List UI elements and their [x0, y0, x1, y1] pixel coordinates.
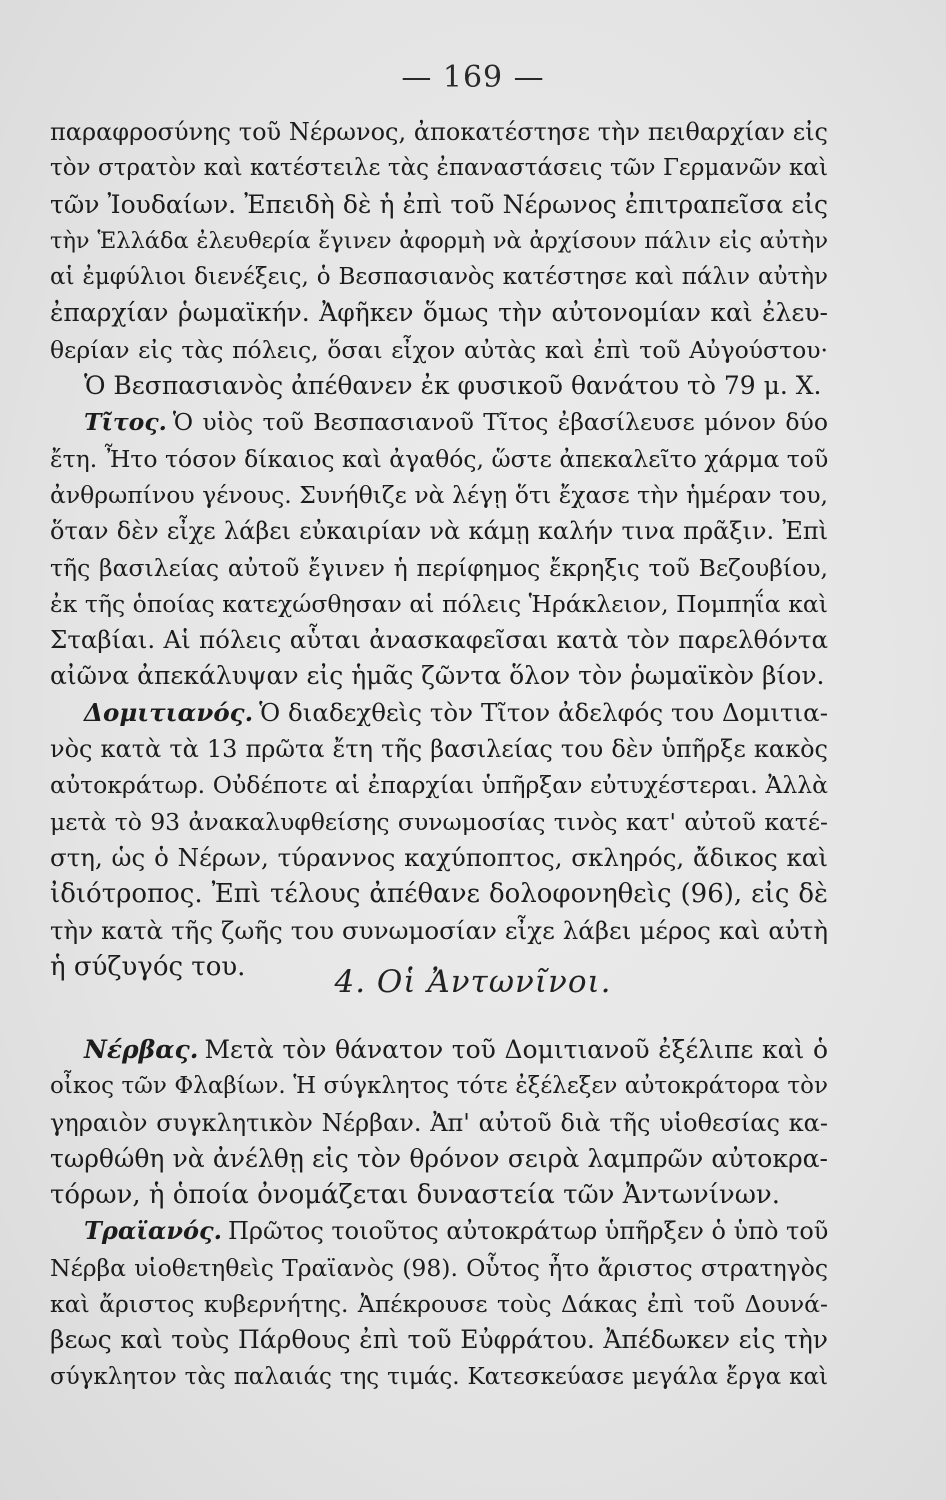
text-line: αἱ ἐμφύλιοι διενέξεις, ὁ Βεσπασιανὸς κατέστησε καὶ πάλιν αὐτὴν	[50, 264, 828, 291]
text-line: ἡ σύζυγός του.	[50, 951, 246, 982]
text-line: ἀνθρωπίνου γένους. Συνήθιζε νὰ λέγῃ ὅτι ἔχασε τὴν ἡμέραν του,	[50, 480, 828, 509]
text-run: Ὁ διαδεχθεὶς τὸν Τῖτον ἀδελφός του Δομιτια-	[259, 697, 828, 727]
text-line: τόρων, ἡ ὁποία ὀνομάζεται δυναστεία τῶν Ἀντωνίνων.	[50, 1180, 780, 1211]
text-line: θερίαν εἰς τὰς πόλεις, ὅσαι εἶχον αὐτὰς καὶ ἐπὶ τοῦ Αὐγούστου·	[50, 335, 828, 364]
text-line: ἰδιότροπος. Ἐπὶ τέλους ἀπέθανε δολοφονηθεὶς (96), εἰς δὲ	[50, 879, 828, 910]
text-line: τωρθώθη νὰ ἀνέλθῃ εἰς τὸν θρόνον σειρὰ λαμπρῶν αὐτοκρα-	[50, 1143, 828, 1173]
text-run: Μετὰ τὸν θάνατον τοῦ Δομιτιανοῦ ἐξέλιπε καὶ ὁ	[204, 1035, 828, 1064]
paragraph-nerva-first-line	[50, 1032, 828, 1068]
section-heading: 4. Οἱ Ἀντωνῖνοι.	[334, 964, 612, 1000]
page-number: — 169 —	[401, 60, 545, 95]
paragraph-lead-domitian: Δομιτιανός.	[84, 697, 254, 727]
text-line: τὴν κατὰ τῆς ζωῆς του συνωμοσίαν εἶχε λάβει μέρος καὶ αὐτὴ	[50, 915, 828, 945]
text-run: Πρῶτος τοιοῦτος αὐτοκράτωρ ὑπῆρξεν ὁ ὑπὸ τοῦ	[228, 1217, 829, 1246]
text-line: ἐπαρχίαν ῥωμαϊκήν. Ἀφῆκεν ὅμως τὴν αὐτονομίαν καὶ ἐλευ-	[50, 298, 828, 328]
text-line: αἰῶνα ἀπεκάλυψαν εἰς ἡμᾶς ζῶντα ὅλον τὸν ῥωμαϊκὸν βίον.	[50, 661, 825, 691]
text-run: Ὁ υἱὸς τοῦ Βεσπασιανοῦ Τῖτος ἐβασίλευσε μόνον δύο	[172, 408, 828, 437]
text-line: γηραιὸν συγκλητικὸν Νέρβαν. Ἀπ' αὐτοῦ διὰ τῆς υἱοθεσίας κα-	[50, 1108, 828, 1137]
text-block-upper	[50, 114, 828, 985]
text-line: παραφροσύνης τοῦ Νέρωνος, ἀποκατέστησε τὴν πειθαρχίαν εἰς	[50, 118, 828, 146]
text-line: σύγκλητον τὰς παλαιάς της τιμάς. Κατεσκεύασε μεγάλα ἔργα καὶ	[50, 1363, 828, 1390]
paragraph-titus-first-line	[50, 404, 828, 440]
text-line: ἔτη. Ἦτο τόσον δίκαιος καὶ ἀγαθός, ὥστε ἀπεκαλεῖτο χάρμα τοῦ	[50, 444, 829, 473]
paragraph-lead-nerva: Νέρβας.	[84, 1035, 199, 1064]
paragraph-lead-trajan: Τραϊανός.	[84, 1216, 222, 1246]
paragraph-domitian-first-line	[50, 695, 828, 731]
text-line: οἶκος τῶν Φλαβίων. Ἡ σύγκλητος τότε ἐξέλεξεν αὐτοκράτορα τὸν	[50, 1073, 828, 1100]
text-line: τῆς βασιλείας αὐτοῦ ἔγινεν ἡ περίφημος ἔκρηξις τοῦ Βεζουβίου,	[50, 553, 828, 582]
text-line: τὴν Ἑλλάδα ἐλευθερία ἔγινεν ἀφορμὴ νὰ ἀρχίσουν πάλιν εἰς αὐτὴν	[50, 227, 828, 254]
text-line: μετὰ τὸ 93 ἀνακαλυφθείσης συνωμοσίας τινὸς κατ' αὐτοῦ κατέ-	[50, 807, 828, 836]
text-line: τὸν στρατὸν καὶ κατέστειλε τὰς ἐπαναστάσεις τῶν Γερμανῶν καὶ	[50, 155, 828, 182]
text-line: Σταβίαι. Αἱ πόλεις αὗται ἀνασκαφεῖσαι κατὰ τὸν παρελθόντα	[50, 625, 828, 655]
paragraph-trajan-first-line	[50, 1213, 828, 1249]
text-line: Ὁ Βεσπασιανὸς ἀπέθανεν ἐκ φυσικοῦ θανάτου τὸ 79 μ. Χ.	[84, 371, 822, 401]
text-line: στη, ὡς ὁ Νέρων, τύραννος καχύποπτος, σκληρός, ἄδικος καὶ	[50, 842, 828, 872]
text-line: ὅταν δὲν εἶχε λάβει εὐκαιρίαν νὰ κάμῃ καλήν τινα πρᾶξιν. Ἐπὶ	[50, 517, 828, 546]
text-line: βεως καὶ τοὺς Πάρθους ἐπὶ τοῦ Εὐφράτου. Ἀπέδωκεν εἰς τὴν	[50, 1325, 828, 1355]
text-line: νὸς κατὰ τὰ 13 πρῶτα ἔτη τῆς βασιλείας του δὲν ὑπῆρξε κακὸς	[50, 735, 828, 764]
text-line: ἐκ τῆς ὁποίας κατεχώσθησαν αἱ πόλεις Ἡράκλειον, Πομπηΐα καὶ	[50, 589, 828, 618]
text-block-lower	[50, 1032, 828, 1395]
text-line: τῶν Ἰουδαίων. Ἐπειδὴ δὲ ἡ ἐπὶ τοῦ Νέρωνος ἐπιτραπεῖσα εἰς	[50, 189, 828, 219]
text-line: αὐτοκράτωρ. Οὐδέποτε αἱ ἐπαρχίαι ὑπῆρξαν εὐτυχέστεραι. Ἀλλὰ	[50, 771, 828, 800]
paragraph-lead-titus: Τῖτος.	[84, 408, 167, 437]
text-line: Νέρβα υἱοθετηθεὶς Τραϊανὸς (98). Οὗτος ἦτο ἄριστος στρατηγὸς	[50, 1253, 828, 1282]
text-line: καὶ ἄριστος κυβερνήτης. Ἀπέκρουσε τοὺς Δάκας ἐπὶ τοῦ Δουνά-	[50, 1290, 828, 1319]
